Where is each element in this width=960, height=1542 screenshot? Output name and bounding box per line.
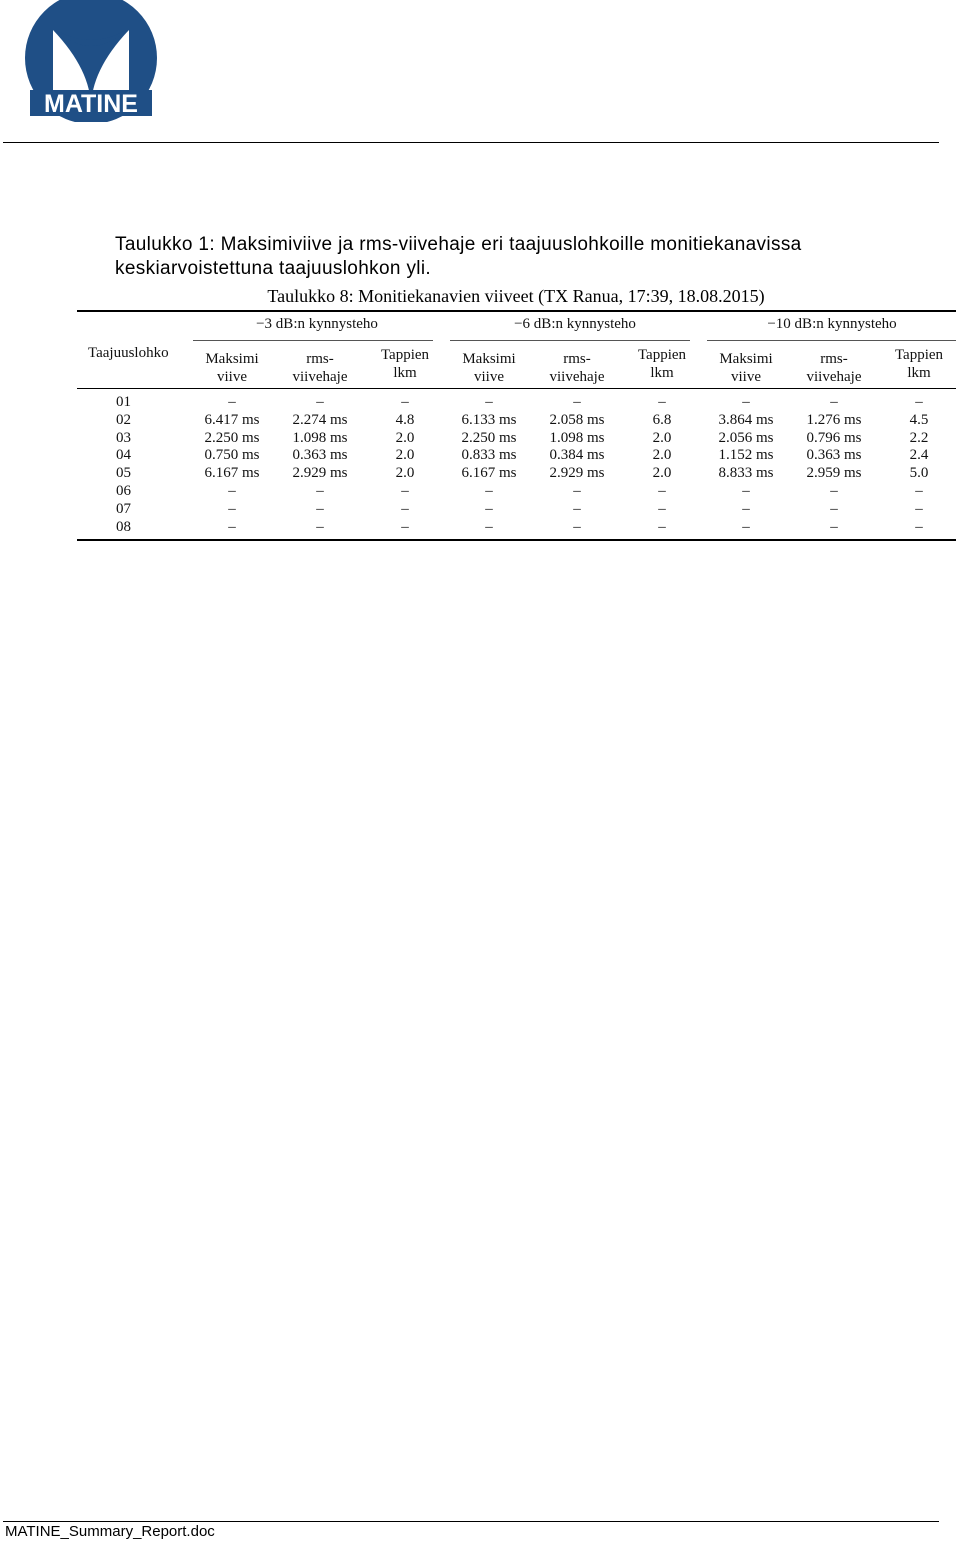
table-cell-06-4: –	[485, 483, 493, 499]
table-cell-06-2: –	[316, 483, 324, 499]
table-cell-01-2: –	[316, 394, 324, 410]
table-cell-02-8: 1.276 ms	[806, 411, 862, 428]
column-header-5-line-2: viivehaje	[549, 369, 605, 385]
table-cell-03-8: 0.796 ms	[806, 429, 862, 446]
row-id-05: 05	[116, 465, 131, 482]
group-label-3db: −3 dB:n kynnysteho	[256, 316, 378, 332]
table-cell-07-6: –	[658, 500, 666, 517]
table-cell-07-2: –	[316, 500, 324, 517]
group-underline-3	[707, 340, 956, 341]
table-cell-08-4: –	[485, 518, 493, 535]
column-header-4-line-2: viive	[474, 369, 504, 385]
table-cell-08-7: –	[742, 518, 750, 535]
table-top-rule	[77, 310, 956, 312]
table-cell-07-9: –	[915, 500, 923, 517]
group-underline-1	[193, 340, 433, 341]
table-cell-01-8: –	[830, 394, 838, 410]
table-cell-08-6: –	[658, 518, 666, 535]
table-cell-01-4: –	[485, 394, 493, 410]
header-divider	[3, 142, 939, 143]
table-cell-04-7: 1.152 ms	[718, 447, 774, 464]
table-cell-07-3: –	[401, 500, 409, 517]
table-cell-02-2: 2.274 ms	[292, 411, 348, 428]
table-cell-02-6: 6.8	[652, 411, 672, 428]
matine-logo	[20, 0, 162, 122]
row-id-04: 04	[116, 447, 131, 464]
table-cell-07-8: –	[830, 500, 838, 517]
column-header-9-line-1: Tappien	[894, 347, 944, 363]
table-cell-02-3: 4.8	[395, 411, 415, 428]
table-cell-07-7: –	[742, 500, 750, 517]
column-header-1-line-2: viive	[217, 369, 247, 385]
table-cell-01-9: –	[915, 394, 923, 410]
table-cell-05-8: 2.959 ms	[806, 465, 862, 482]
table-cell-08-3: –	[401, 518, 409, 535]
table-cell-05-7: 8.833 ms	[718, 465, 774, 482]
table-cell-06-1: –	[228, 483, 236, 499]
row-id-07: 07	[116, 500, 131, 517]
table-cell-03-2: 1.098 ms	[292, 429, 348, 446]
column-header-3-line-2: lkm	[393, 365, 417, 381]
table-cell-02-1: 6.417 ms	[204, 411, 260, 428]
row-id-06: 06	[116, 483, 131, 499]
table-cell-04-2: 0.363 ms	[292, 447, 348, 464]
table-cell-06-5: –	[573, 483, 581, 499]
row-id-08: 08	[116, 518, 131, 535]
column-header-6-line-1: Tappien	[637, 347, 687, 363]
table-cell-02-4: 6.133 ms	[461, 411, 517, 428]
group-underline-2	[450, 340, 690, 341]
table-cell-06-7: –	[742, 483, 750, 499]
column-header-4-line-1: Maksimi	[462, 351, 516, 367]
table-cell-04-5: 0.384 ms	[549, 447, 605, 464]
group-label-6db: −6 dB:n kynnysteho	[514, 316, 636, 332]
table-cell-07-5: –	[573, 500, 581, 517]
table-cell-04-1: 0.750 ms	[204, 447, 260, 464]
table-cell-01-7: –	[742, 394, 750, 410]
column-header-3-line-1: Tappien	[380, 347, 430, 363]
table-cell-08-5: –	[573, 518, 581, 535]
column-header-1-line-1: Maksimi	[205, 351, 259, 367]
footer-divider	[3, 1521, 939, 1522]
column-header-9-line-2: lkm	[907, 365, 931, 381]
table-cell-06-8: –	[830, 483, 838, 499]
column-header-6-line-2: lkm	[650, 365, 674, 381]
column-header-2-line-2: viivehaje	[292, 369, 348, 385]
table-cell-04-4: 0.833 ms	[461, 447, 517, 464]
column-header-7-line-1: Maksimi	[719, 351, 773, 367]
column-header-2-line-1: rms-	[306, 351, 334, 367]
table-cell-06-6: –	[658, 483, 666, 499]
table-cell-08-1: –	[228, 518, 236, 535]
table-cell-05-1: 6.167 ms	[204, 465, 260, 482]
table-cell-05-6: 2.0	[652, 465, 672, 482]
column-header-8-line-2: viivehaje	[806, 369, 862, 385]
table-title: Taulukko 8: Monitiekanavien viiveet (TX Ranua, 17:39, 18.08.2015)	[267, 286, 765, 306]
table-cell-01-1: –	[228, 394, 236, 410]
table-cell-07-1: –	[228, 500, 236, 517]
table-cell-03-9: 2.2	[909, 429, 929, 446]
column-header-8-line-1: rms-	[820, 351, 848, 367]
table-cell-04-3: 2.0	[395, 447, 415, 464]
table-cell-05-9: 5.0	[909, 465, 929, 482]
table-cell-01-3: –	[401, 394, 409, 410]
table-bottom-rule	[77, 539, 956, 541]
table-cell-05-4: 6.167 ms	[461, 465, 517, 482]
table-cell-02-9: 4.5	[909, 411, 929, 428]
table-cell-08-8: –	[830, 518, 838, 535]
table-cell-03-3: 2.0	[395, 429, 415, 446]
table-cell-02-5: 2.058 ms	[549, 411, 605, 428]
header-bottom-rule	[77, 388, 956, 389]
table-cell-01-6: –	[658, 394, 666, 410]
table-cell-03-7: 2.056 ms	[718, 429, 774, 446]
column-header-5-line-1: rms-	[563, 351, 591, 367]
table-cell-08-9: –	[915, 518, 923, 535]
table-cell-05-5: 2.929 ms	[549, 465, 605, 482]
table-cell-04-8: 0.363 ms	[806, 447, 862, 464]
table-cell-03-6: 2.0	[652, 429, 672, 446]
table-cell-03-4: 2.250 ms	[461, 429, 517, 446]
table-cell-07-4: –	[485, 500, 493, 517]
table-cell-03-1: 2.250 ms	[204, 429, 260, 446]
table-cell-08-2: –	[316, 518, 324, 535]
table-cell-05-3: 2.0	[395, 465, 415, 482]
table-cell-03-5: 1.098 ms	[549, 429, 605, 446]
table-caption: Taulukko 1: Maksimiviive ja rms-viivehaje eri taajuuslohkoille monitiekanavissa keskiarvoistettuna taajuuslohkon yli.	[115, 234, 802, 279]
table-cell-06-9: –	[915, 483, 923, 499]
table-cell-02-7: 3.864 ms	[718, 411, 774, 428]
table-cell-06-3: –	[401, 483, 409, 499]
column-header-7-line-2: viive	[731, 369, 761, 385]
table-cell-04-6: 2.0	[652, 447, 672, 464]
table-cell-04-9: 2.4	[909, 447, 929, 464]
table-cell-05-2: 2.929 ms	[292, 465, 348, 482]
row-id-03: 03	[116, 429, 131, 446]
group-label-10db: −10 dB:n kynnysteho	[767, 316, 897, 332]
footer-filename: MATINE_Summary_Report.doc	[5, 1523, 215, 1540]
row-id-02: 02	[116, 411, 131, 428]
row-header-label: Taajuuslohko	[88, 345, 169, 361]
svg-text:MATINE: MATINE	[44, 90, 138, 118]
table-cell-01-5: –	[573, 394, 581, 410]
row-id-01: 01	[116, 394, 131, 410]
